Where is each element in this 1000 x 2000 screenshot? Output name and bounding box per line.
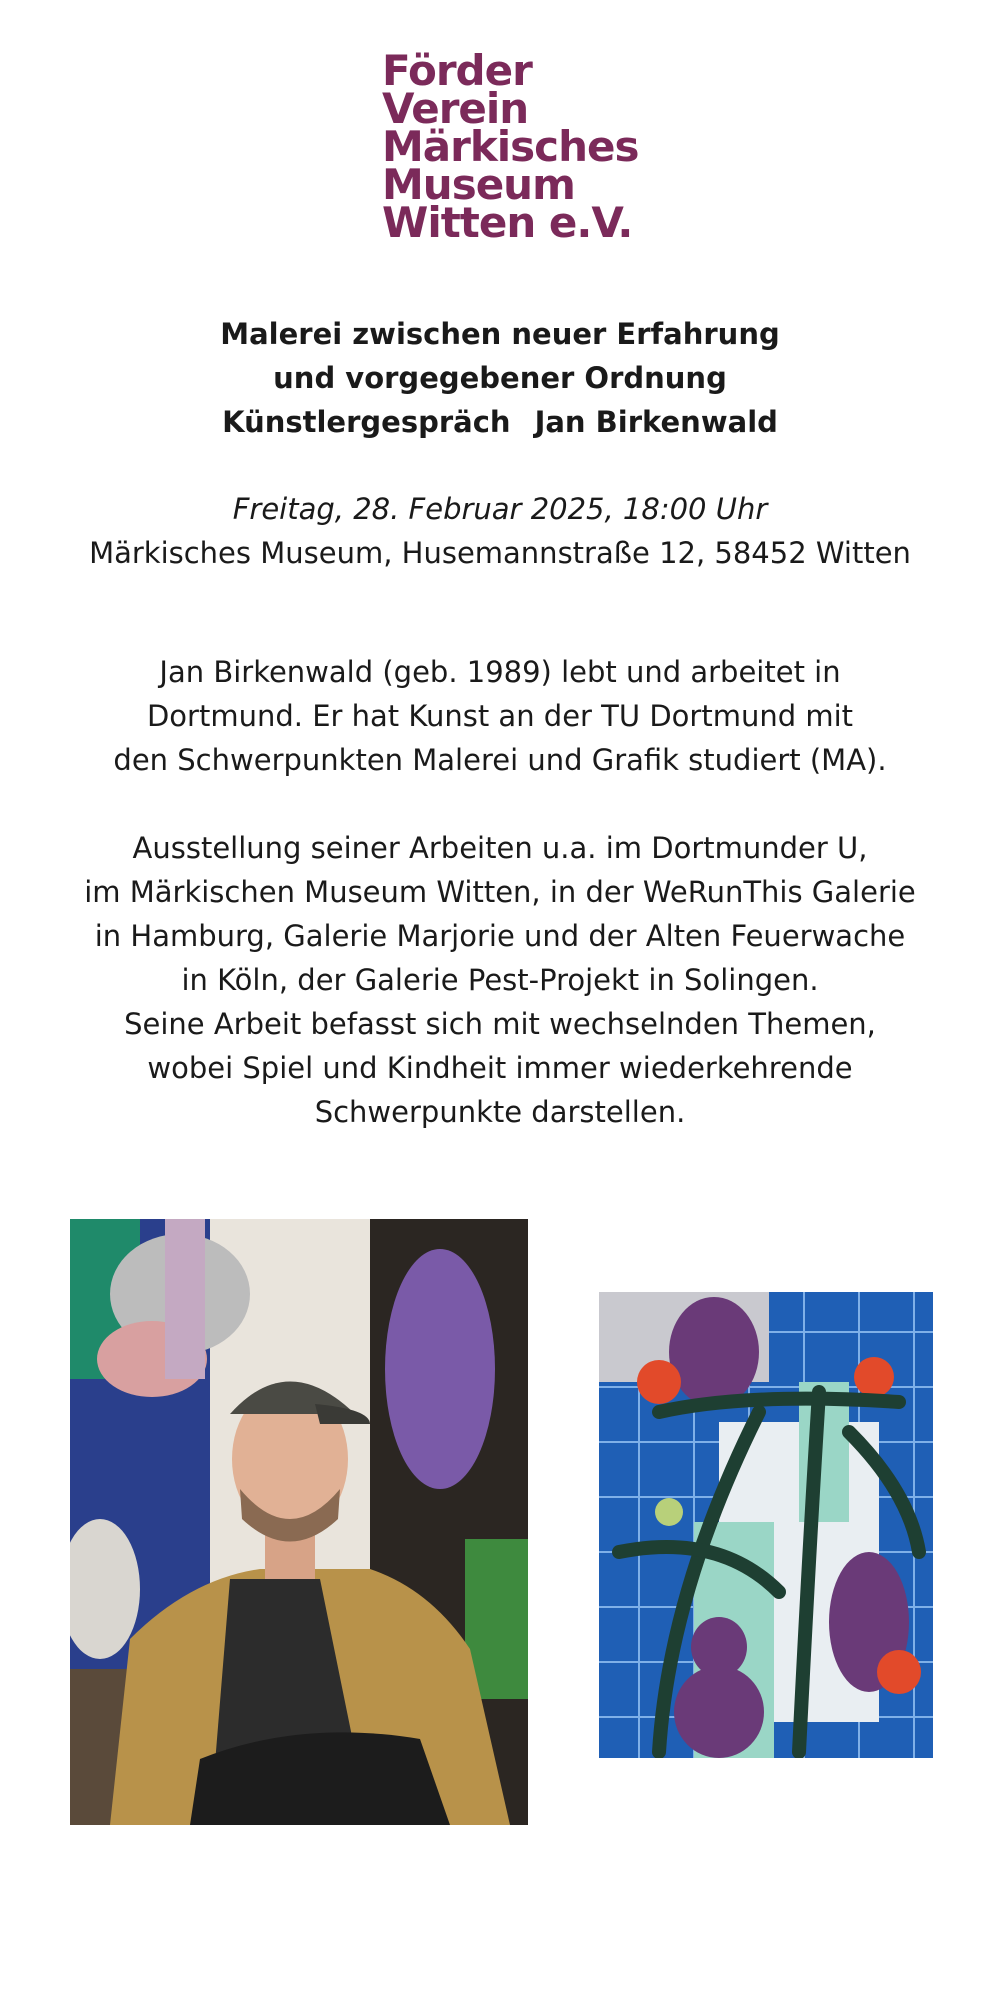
title-line: und vorgegebener Ordnung xyxy=(273,361,727,395)
bio-paragraph-1 xyxy=(0,650,1000,782)
event-date: Freitag, 28. Februar 2025, 18:00 Uhr xyxy=(232,492,768,526)
event-title xyxy=(0,312,1000,444)
bio-line: Schwerpunkte darstellen. xyxy=(314,1095,686,1129)
logo-line: Witten e.V. xyxy=(382,198,633,247)
logo-line: Förder xyxy=(382,46,532,95)
artist-name: Jan Birkenwald xyxy=(534,405,778,439)
bio-line: wobei Spiel und Kindheit immer wiederkehrende xyxy=(147,1051,853,1085)
talk-label: Künstlergespräch xyxy=(222,405,511,439)
association-logo xyxy=(382,46,682,247)
bio-line: Jan Birkenwald (geb. 1989) lebt und arbeitet in xyxy=(159,655,841,689)
bio-line: den Schwerpunkten Malerei und Grafik studiert (MA). xyxy=(113,743,887,777)
title-line: Malerei zwischen neuer Erfahrung xyxy=(220,317,780,351)
logo-line: Märkisches xyxy=(382,122,639,171)
logo-line: Verein xyxy=(382,84,529,133)
title-line xyxy=(0,400,1000,444)
bio-line: Dortmund. Er hat Kunst an der TU Dortmund mit xyxy=(146,699,854,733)
bio-line: in Hamburg, Galerie Marjorie und der Alten Feuerwache xyxy=(94,919,906,953)
artist-portrait-photo xyxy=(70,1219,528,1825)
bio-line: Ausstellung seiner Arbeiten u.a. im Dortmunder U, xyxy=(132,831,868,865)
bio-line: in Köln, der Galerie Pest-Projekt in Solingen. xyxy=(181,963,819,997)
event-address: Märkisches Museum, Husemannstraße 12, 58452 Witten xyxy=(89,536,911,570)
bio-line: im Märkischen Museum Witten, in der WeRunThis Galerie xyxy=(84,875,916,909)
logo-line: Museum xyxy=(382,160,575,209)
bio-paragraph-2 xyxy=(0,826,1000,1134)
bio-line: Seine Arbeit befasst sich mit wechselnden Themen, xyxy=(124,1007,876,1041)
artwork-painting xyxy=(599,1292,933,1758)
